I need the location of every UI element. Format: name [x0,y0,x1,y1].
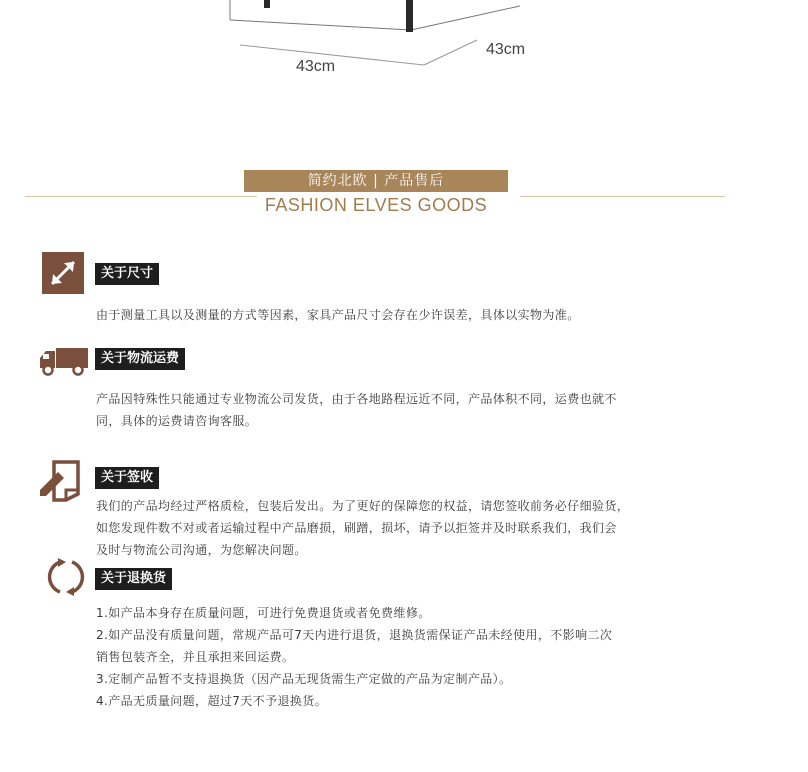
section-line: 及时与物流公司沟通，为您解决问题。 [96,543,307,557]
section-line: 我们的产品均经过严格质检，包装后发出。为了更好的保障您的权益，请您签收前务必仔细验货， [96,499,630,513]
section-title-size: 关于尺寸 [95,263,159,285]
section-line: 由于测量工具以及测量的方式等因素，家具产品尺寸会存在少许误差，具体以实物为准。 [96,308,580,322]
section-line: 同，具体的运费请咨询客服。 [96,414,258,428]
return-exchange-icon [46,558,86,596]
dimension-side-label: 43cm [486,41,526,58]
section-text-receipt [96,495,736,561]
section-title-returns: 关于退换货 [95,568,172,590]
section-text-returns [96,602,736,712]
section-line: 4.产品无质量问题，超过7天不予退换货。 [96,694,328,708]
sign-document-icon [40,460,84,502]
section-line: 1.如产品本身存在质量问题，可进行免费退货或者免费维修。 [96,606,431,620]
truck-icon [40,348,88,376]
section-text-size [96,304,736,326]
section-line: 如您发现件数不对或者运输过程中产品磨损，刷蹭，损坏，请予以拒签并及时联系我们，我们会 [96,521,617,535]
section-line: 2.如产品没有质量问题，常规产品可7天内进行退货，退换货需保证产品未经使用，不影响二次 [96,628,613,642]
section-title-logistics: 关于物流运费 [95,348,185,370]
header-subtitle: FASHION ELVES GOODS [264,195,488,215]
section-line: 产品因特殊性只能通过专业物流公司发货，由于各地路程远近不同，产品体积不同，运费也就不 [96,392,617,406]
header-title: 简约北欧 | 产品售后 [244,170,508,192]
resize-arrow-icon [42,252,84,294]
section-line: 销售包装齐全，并且承担来回运费。 [96,650,295,664]
section-title-receipt: 关于签收 [95,467,159,489]
header-divider-left [25,196,257,197]
header-divider-right [520,196,725,197]
section-text-logistics [96,388,736,432]
chair-dimension-drawing [0,0,808,90]
section-line: 3.定制产品暂不支持退换货（因产品无现货需生产定做的产品为定制产品）。 [96,672,512,686]
dimension-front-label: 43cm [296,58,336,75]
